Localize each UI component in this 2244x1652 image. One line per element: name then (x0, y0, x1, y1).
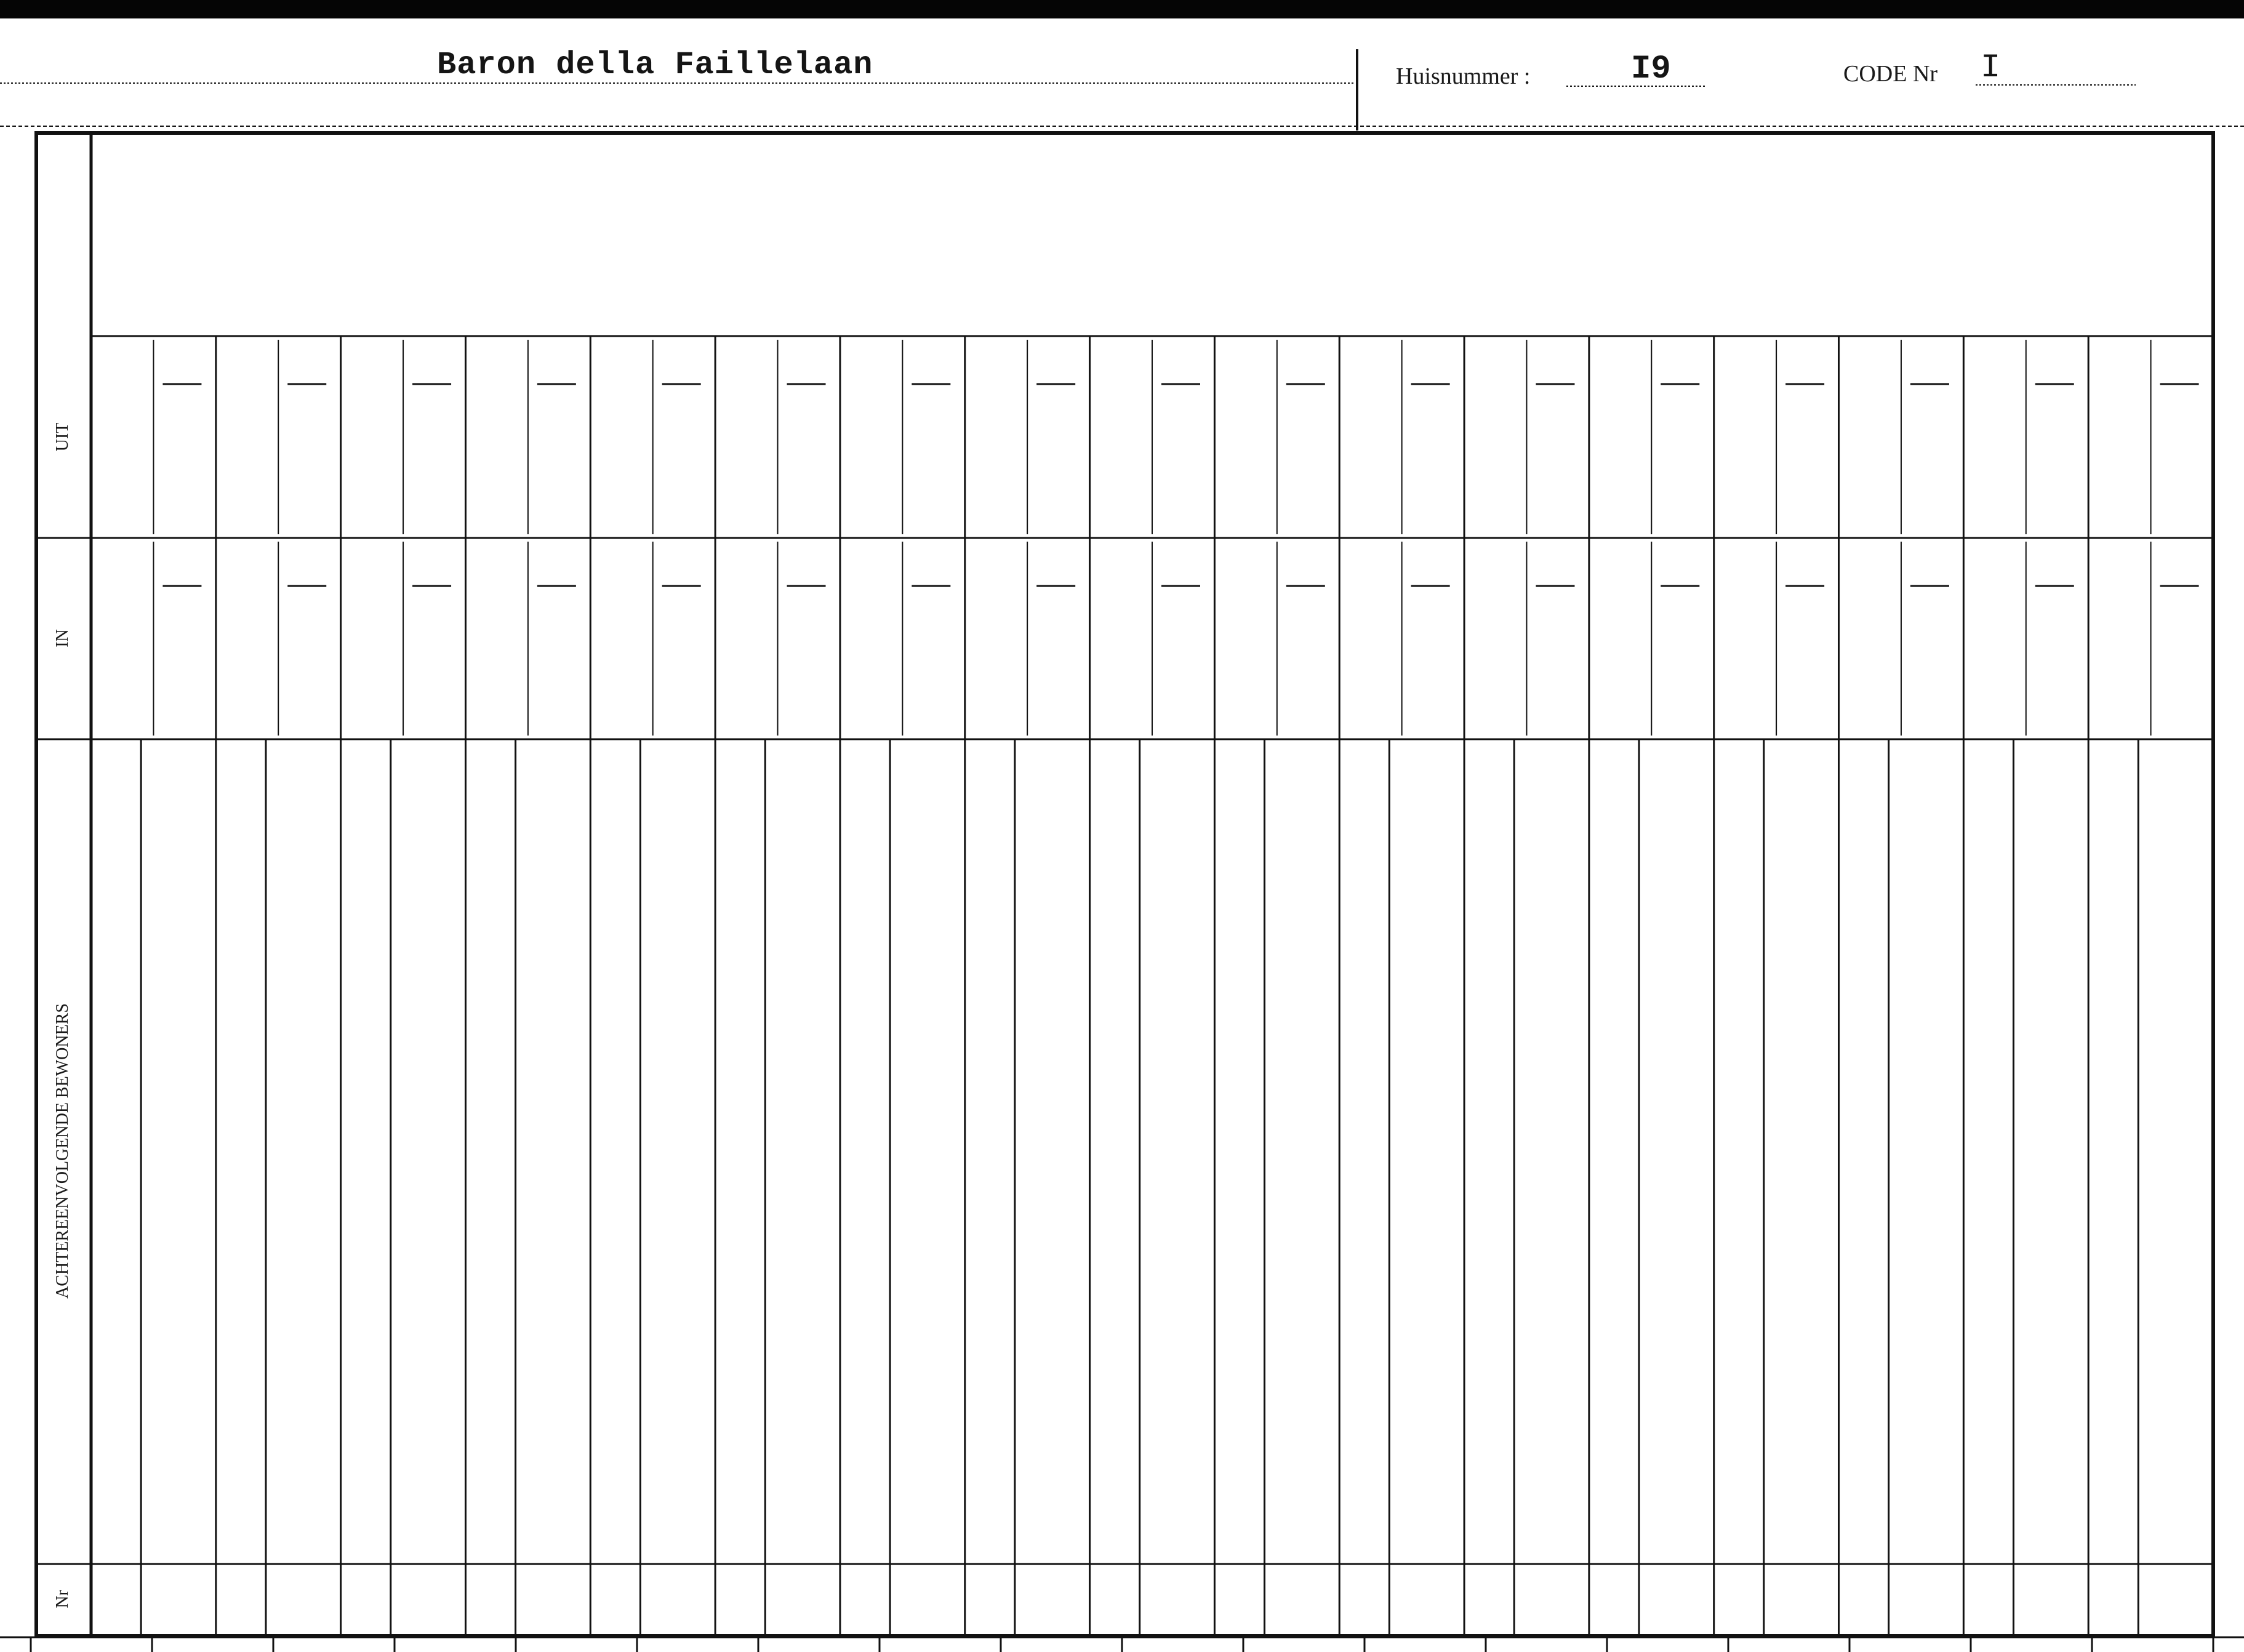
nr-label: Nr (53, 1590, 72, 1608)
code-value: I (1981, 49, 2001, 87)
street-name: Baron della Faillelaan (437, 47, 873, 83)
code-label: CODE Nr (1843, 61, 1938, 87)
huisnummer-label: Huisnummer : (1396, 63, 1531, 89)
uit-label: UIT (53, 422, 72, 452)
huisnummer-value: I9 (1631, 50, 1671, 88)
outer-frame (36, 133, 2213, 1636)
bewoners-label: ACHTEREENVOLGENDE BEWONERS (53, 1003, 72, 1299)
in-label: IN (53, 629, 72, 648)
